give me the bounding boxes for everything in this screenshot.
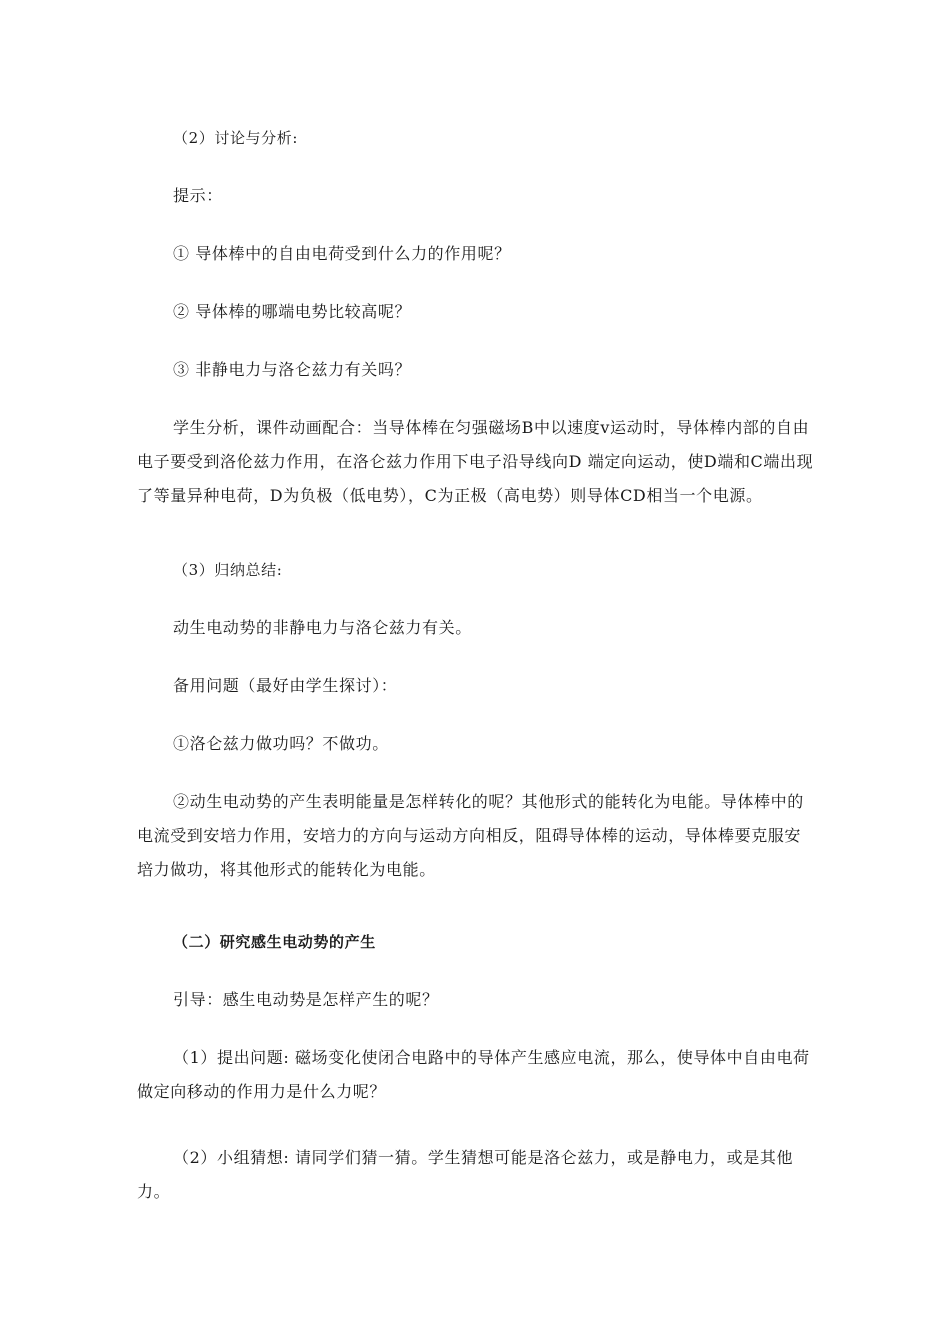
group-guess-paragraph: （2）小组猜想: 请同学们猜一猜。学生猜想可能是洛仑兹力，或是静电力，或是其他力。 <box>137 1148 794 1201</box>
discussion-heading: （2）讨论与分析: <box>173 129 298 147</box>
guide-question: 引导：感生电动势是怎样产生的呢？ <box>173 990 439 1009</box>
student-analysis-paragraph: 学生分析，课件动画配合：当导体棒在匀强磁场B中以速度v运动时，导体棒内部的自由电子要受到洛伦兹力作用，在洛仑兹力作用下电子沿导线向D 端定向运动，使D端和C端出现了等量异种电荷，D为负极（低电势），C为正极（高电势）则导体CD相当一个电源。 <box>137 418 814 505</box>
hint-question-3: ③ 非静电力与洛仑兹力有关吗？ <box>173 360 412 379</box>
raise-question-paragraph: （1）提出问题: 磁场变化使闭合电路中的导体产生感应电流，那么，使导体中自由电荷做定向移动的作用力是什么力呢？ <box>137 1048 810 1101</box>
section-heading-induced-emf: （二）研究感生电动势的产生 <box>173 933 376 951</box>
hint-question-1: ① 导体棒中的自由电荷受到什么力的作用呢？ <box>173 244 511 263</box>
summary-text: 动生电动势的非静电力与洛仑兹力有关。 <box>173 618 472 637</box>
backup-question-1: ①洛仑兹力做功吗？不做功。 <box>173 734 389 753</box>
hint-question-2: ② 导体棒的哪端电势比较高呢？ <box>173 302 412 321</box>
backup-question-2: ②动生电动势的产生表明能量是怎样转化的呢？其他形式的能转化为电能。导体棒中的电流受到安培力作用，安培力的方向与运动方向相反，阻碍导体棒的运动，导体棒要克服安培力做功，将其他形式的能转化为电能。 <box>137 792 804 879</box>
hint-label: 提示： <box>173 186 223 205</box>
summary-heading: （3）归纳总结: <box>173 561 283 579</box>
backup-questions-label: 备用问题（最好由学生探讨）： <box>173 676 398 695</box>
